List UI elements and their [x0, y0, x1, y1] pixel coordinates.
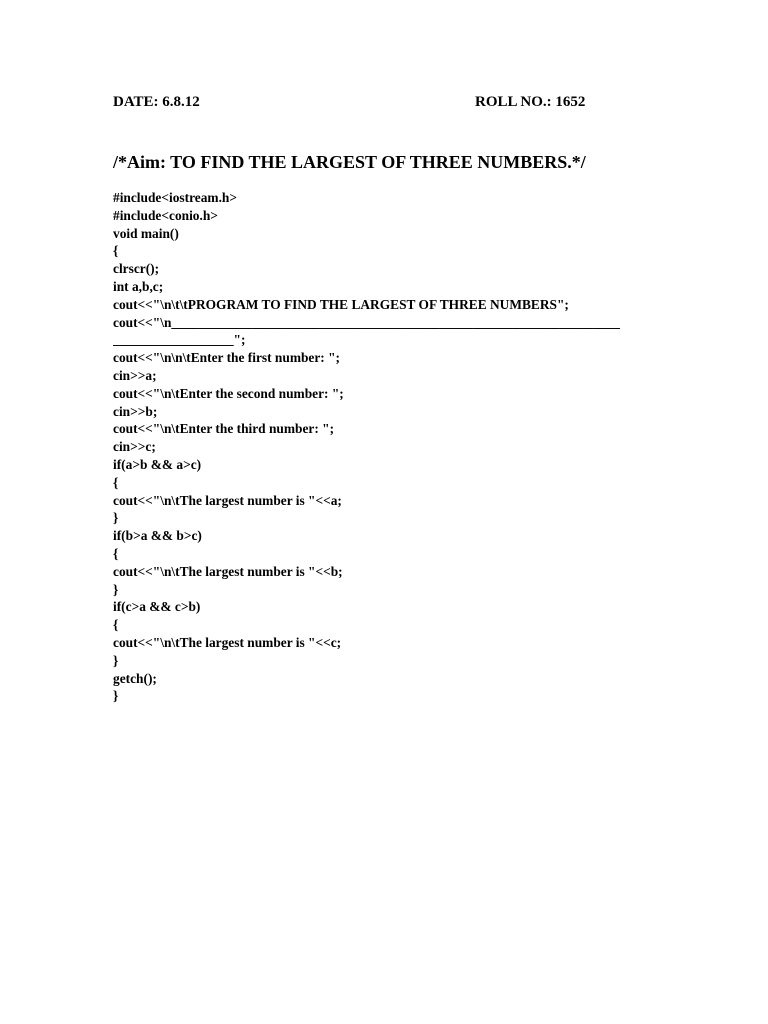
- code-line: int a,b,c;: [113, 278, 164, 294]
- code-line: }: [113, 510, 119, 526]
- code-line: cin>>a;: [113, 367, 157, 383]
- code-line: cout<<"\n\tThe largest number is "<<a;: [113, 492, 342, 508]
- code-line: cout<<"\n___________________________________________________________________: [113, 314, 620, 330]
- code-line: #include<conio.h>: [113, 207, 218, 223]
- date-label: DATE: 6.8.12: [113, 94, 200, 110]
- code-line: {: [113, 243, 119, 259]
- code-line: cout<<"\n\n\tEnter the first number: ";: [113, 350, 341, 366]
- code-line: }: [113, 652, 119, 668]
- code-block: [113, 189, 658, 705]
- code-line: cout<<"\n\tEnter the second number: ";: [113, 385, 344, 401]
- code-line: {: [113, 545, 119, 561]
- code-line: cout<<"\n\tThe largest number is "<<b;: [113, 563, 343, 579]
- code-line: if(b>a && b>c): [113, 528, 202, 544]
- code-line: cout<<"\n\tEnter the third number: ";: [113, 421, 335, 437]
- code-line: clrscr();: [113, 261, 160, 277]
- aim-heading: /*Aim: TO FIND THE LARGEST OF THREE NUMBERS.*/: [113, 152, 586, 172]
- code-line: {: [113, 617, 119, 633]
- code-line: cin>>c;: [113, 439, 156, 455]
- code-line: cout<<"\n\t\tPROGRAM TO FIND THE LARGEST OF THREE NUMBERS";: [113, 296, 569, 312]
- code-line: cin>>b;: [113, 403, 158, 419]
- code-line: getch();: [113, 670, 157, 686]
- code-line: {: [113, 474, 119, 490]
- code-line: #include<iostream.h>: [113, 190, 238, 205]
- code-line: if(c>a && c>b): [113, 599, 201, 615]
- code-line: }: [113, 581, 119, 597]
- code-line: __________________";: [113, 332, 246, 348]
- roll-number-label: ROLL NO.: 1652: [475, 94, 586, 110]
- code-line: if(a>b && a>c): [113, 456, 202, 472]
- code-line: void main(): [113, 225, 179, 241]
- code-line: }: [113, 688, 119, 704]
- code-line: cout<<"\n\tThe largest number is "<<c;: [113, 634, 342, 650]
